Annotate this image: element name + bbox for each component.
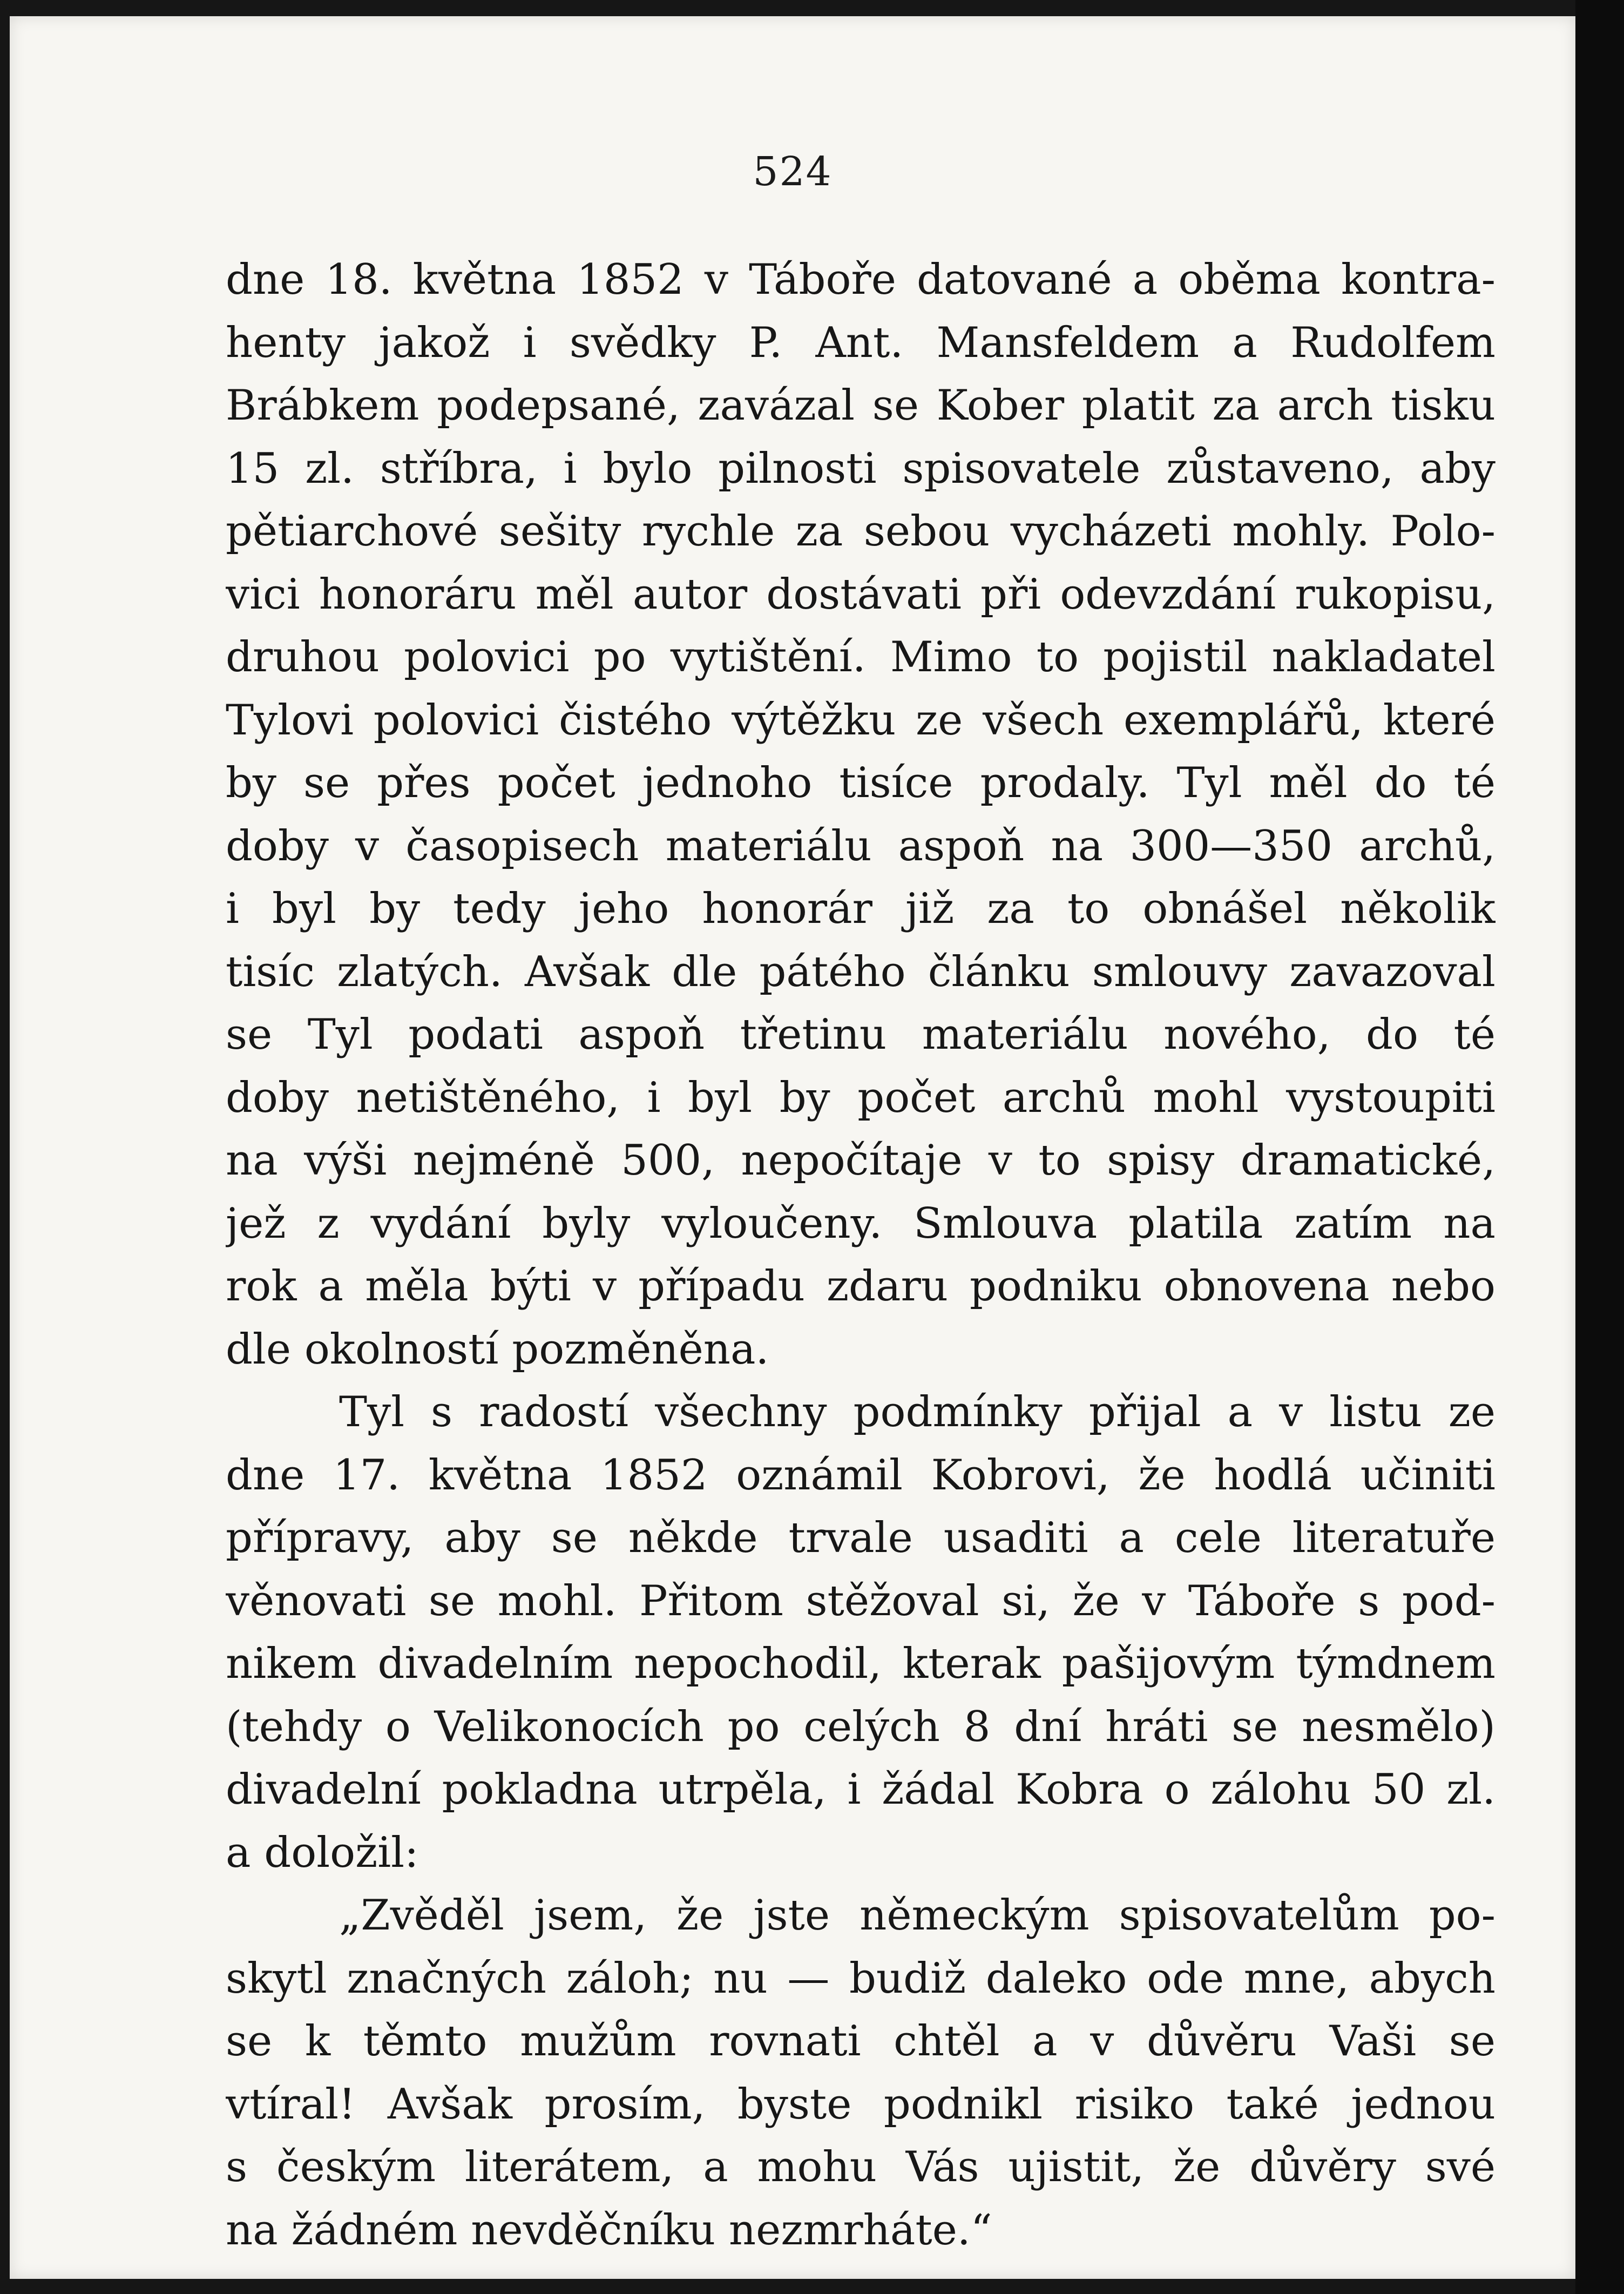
text-line: dne 17. května 1852 oznámil Kobrovi, že hodlá učiniti (226, 1450, 1496, 1500)
text-line: „Zvěděl jsem, že jste německým spisovatelům po- (339, 1891, 1496, 1940)
text-line: dle okolností pozměněna. (226, 1325, 769, 1374)
text-line: s českým literátem, a mohu Vás ujistit, že důvěry své (226, 2143, 1496, 2191)
scan-edge-shadow (1575, 0, 1624, 2294)
body-text (226, 248, 1496, 2262)
text-line: henty jakož i svědky P. Ant. Mansfeldem a Rudolfem (226, 318, 1496, 367)
text-line: tisíc zlatých. Avšak dle pátého článku smlouvy zavazoval (226, 947, 1496, 996)
text-line: 15 zl. stříbra, i bylo pilnosti spisovatele zůstaveno, aby (226, 444, 1496, 493)
text-line: se k těmto mužům rovnati chtěl a v důvěru Vaši se (226, 2017, 1496, 2066)
page-number: 524 (753, 149, 833, 195)
text-line: divadelní pokladna utrpěla, i žádal Kobra o zálohu 50 zl. (226, 1765, 1496, 1814)
text-line: na výši nejméně 500, nepočítaje v to spisy dramatické, (226, 1136, 1496, 1185)
text-line: by se přes počet jednoho tisíce prodaly. Tyl měl do té (226, 759, 1496, 807)
text-line: pětiarchové sešity rychle za sebou vycházeti mohly. Polo- (226, 507, 1496, 556)
text-line: Tyl s radostí všechny podmínky přijal a v listu ze (339, 1388, 1496, 1436)
text-line: Tylovi polovici čistého výtěžku ze všech exemplářů, které (226, 696, 1496, 745)
text-line: rok a měla býti v případu zdaru podniku obnovena nebo (226, 1262, 1496, 1311)
text-line: se Tyl podati aspoň třetinu materiálu nového, do té (226, 1010, 1496, 1059)
text-line: dne 18. května 1852 v Táboře datované a oběma kontra- (226, 255, 1496, 304)
book-page (10, 16, 1575, 2279)
text-line: vici honoráru měl autor dostávati při odevzdání rukopisu, (226, 570, 1496, 619)
text-line: doby v časopisech materiálu aspoň na 300—350 archů, (226, 821, 1496, 871)
text-line: druhou polovici po vytištění. Mimo to pojistil nakladatel (226, 633, 1496, 682)
text-line: přípravy, aby se někde trvale usaditi a cele literatuře (226, 1514, 1496, 1562)
text-line: (tehdy o Velikonocích po celých 8 dní hráti se nesmělo) (226, 1702, 1496, 1751)
text-line: nikem divadelním nepochodil, kterak pašijovým týmdnem (226, 1639, 1496, 1688)
text-line: doby netištěného, i byl by počet archů mohl vystoupiti (226, 1073, 1496, 1122)
text-line: na žádném nevděčníku nezmrháte.“ (226, 2205, 992, 2255)
text-line: i byl by tedy jeho honorár již za to obnášel několik (226, 885, 1496, 933)
text-line: věnovati se mohl. Přitom stěžoval si, že v Táboře s pod- (226, 1576, 1496, 1625)
text-line: vtíral! Avšak prosím, byste podnikl risiko také jednou (226, 2080, 1496, 2129)
text-line: Brábkem podepsané, zavázal se Kober platit za arch tisku (226, 381, 1496, 430)
text-line: a doložil: (226, 1828, 419, 1877)
text-line: jež z vydání byly vyloučeny. Smlouva platila zatím na (226, 1199, 1496, 1248)
text-line: skytl značných záloh; nu — budiž daleko ode mne, abych (226, 1954, 1496, 2003)
